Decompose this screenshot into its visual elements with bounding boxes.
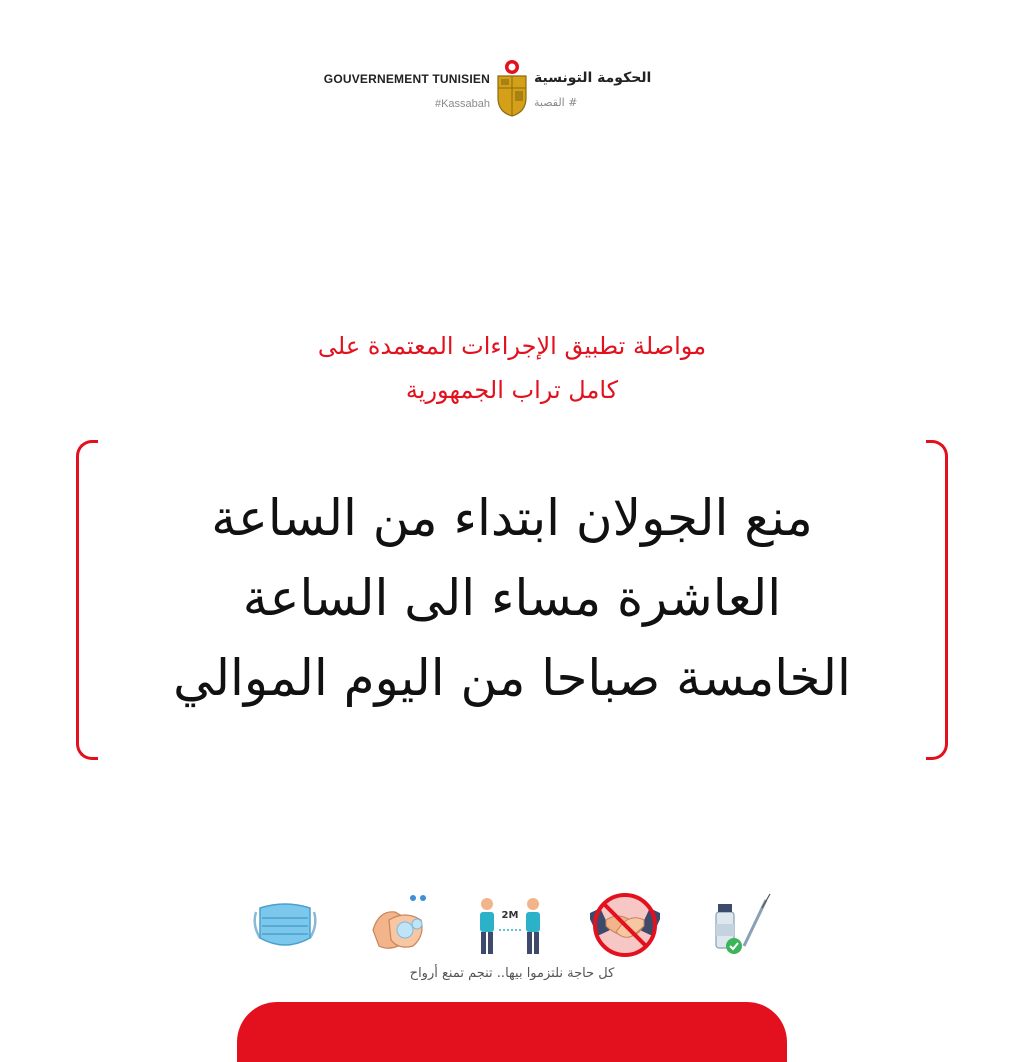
hand-washing-icon <box>365 890 435 960</box>
subtitle <box>0 324 1024 412</box>
prevention-icons <box>250 890 774 960</box>
hashtag-fr: #Kassabah <box>434 98 490 110</box>
subtitle-line-2: كامل تراب الجمهورية <box>405 376 619 404</box>
header <box>0 58 1024 128</box>
footer-slogan: كل حاجة نلتزموا بيها.. تنجم تمنع أرواح <box>409 966 615 981</box>
tunisia-emblem-icon <box>494 58 530 118</box>
right-bracket <box>926 440 948 760</box>
hashtag-ar: # القصبة <box>534 96 578 109</box>
announcement-line-3: الخامسة صباحا من اليوم الموالي <box>173 649 851 707</box>
vaccine-icon <box>704 890 774 960</box>
left-bracket <box>76 440 98 760</box>
no-handshake-icon <box>590 890 660 960</box>
government-name-fr: GOUVERNEMENT TUNISIEN <box>323 72 490 86</box>
face-mask-icon <box>250 890 320 960</box>
social-distance-icon <box>475 890 545 960</box>
distance-label: 2M <box>501 910 519 921</box>
announcement-line-2: العاشرة مساء الى الساعة <box>242 569 782 627</box>
government-name-ar: الحكومة التونسية <box>534 70 652 86</box>
announcement-line-1: منع الجولان ابتداء من الساعة <box>211 489 813 547</box>
main-announcement <box>100 478 924 718</box>
subtitle-line-1: مواصلة تطبيق الإجراءات المعتمدة على <box>317 332 707 360</box>
bottom-red-bar <box>237 1002 787 1062</box>
